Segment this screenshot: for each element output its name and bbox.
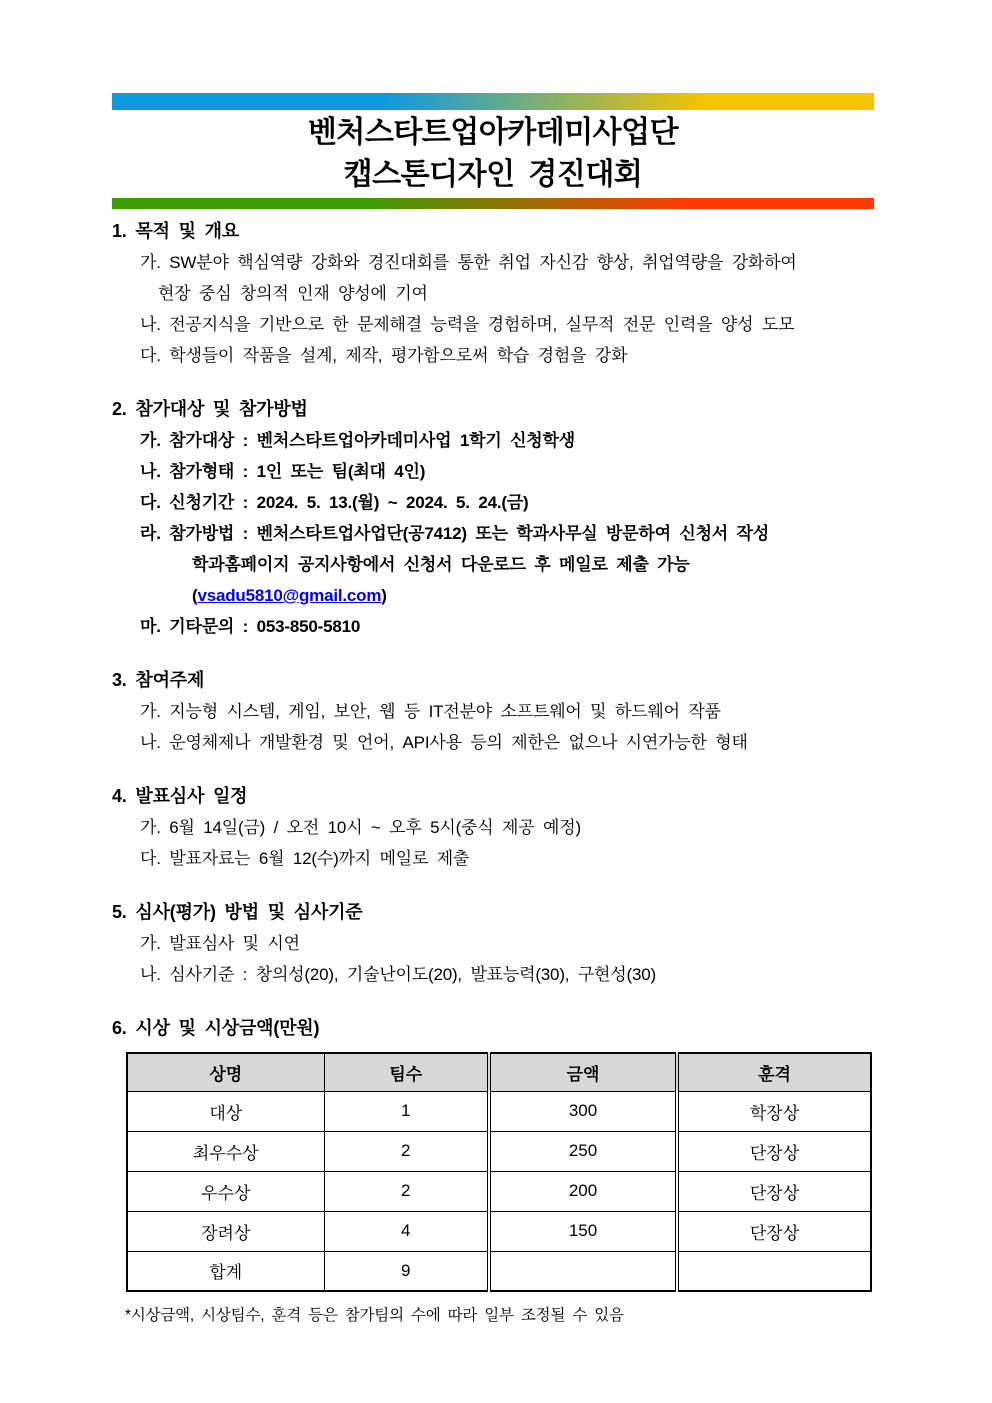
table-cell: 단장상 <box>677 1131 871 1171</box>
table-cell: 장려상 <box>127 1211 324 1251</box>
judging-item-b: 나. 심사기준 : 창의성(20), 기술난이도(20), 발표능력(30), 구현성(30) <box>140 965 656 984</box>
table-row-top-excellence <box>127 1131 871 1171</box>
column-header-award-name: 상명 <box>127 1053 324 1091</box>
table-cell <box>489 1251 677 1291</box>
section-participation <box>112 394 874 642</box>
table-cell: 학장상 <box>677 1091 871 1131</box>
table-cell: 150 <box>489 1211 677 1251</box>
section-schedule <box>112 781 874 874</box>
section-awards-heading: 6. 시상 및 시상금액(만원) <box>112 1018 320 1038</box>
table-cell: 4 <box>324 1211 489 1251</box>
section-judging-heading: 5. 심사(평가) 방법 및 심사기준 <box>112 902 363 922</box>
participation-item-b: 나. 참가형태 : 1인 또는 팀(최대 4인) <box>140 462 426 481</box>
table-cell: 우수상 <box>127 1171 324 1211</box>
table-cell: 단장상 <box>677 1211 871 1251</box>
table-cell <box>677 1251 871 1291</box>
topics-item-a: 가. 지능형 시스템, 게임, 보안, 웹 등 IT전분야 소프트웨어 및 하드웨어 작품 <box>140 702 721 721</box>
email-line-suffix: ) <box>381 586 387 605</box>
table-cell: 200 <box>489 1171 677 1211</box>
table-cell: 1 <box>324 1091 489 1131</box>
table-cell: 최우수상 <box>127 1131 324 1171</box>
section-purpose <box>112 216 874 371</box>
table-cell: 2 <box>324 1131 489 1171</box>
column-header-amount: 금액 <box>489 1053 677 1091</box>
table-cell: 2 <box>324 1171 489 1211</box>
section-topics <box>112 665 874 758</box>
purpose-item-a-cont: 현장 중심 창의적 인재 양성에 기여 <box>158 284 428 303</box>
participation-item-d: 라. 참가방법 : 벤처스타트업사업단(공7412) 또는 학과사무실 방문하여 신청서 작성 <box>140 524 769 543</box>
table-row-total <box>127 1251 871 1291</box>
bottom-gradient-bar <box>112 198 874 209</box>
table-row-grand-prize <box>127 1091 871 1131</box>
section-judging <box>112 897 874 990</box>
awards-table <box>126 1052 872 1292</box>
document-title-block <box>112 110 874 198</box>
participation-item-a: 가. 참가대상 : 벤처스타트업아카데미사업 1학기 신청학생 <box>140 431 575 450</box>
table-cell: 250 <box>489 1131 677 1171</box>
purpose-item-a: 가. SW분야 핵심역량 강화와 경진대회를 통한 취업 자신감 향상, 취업역량을 강화하여 <box>140 253 797 272</box>
participation-item-c: 다. 신청기간 : 2024. 5. 13.(월) ~ 2024. 5. 24.(금) <box>140 493 529 512</box>
table-cell: 9 <box>324 1251 489 1291</box>
email-line-prefix: 학과홈페이지 공지사항에서 신청서 다운로드 후 메일로 제출 가능( <box>192 555 690 605</box>
schedule-item-c: 다. 발표자료는 6월 12(수)까지 메일로 제출 <box>140 849 470 868</box>
purpose-item-b: 나. 전공지식을 기반으로 한 문제해결 능력을 경험하며, 실무적 전문 인력을 양성 도모 <box>140 315 795 334</box>
section-purpose-heading: 1. 목적 및 개요 <box>112 221 239 241</box>
purpose-item-c: 다. 학생들이 작품을 설계, 제작, 평가함으로써 학습 경험을 강화 <box>140 346 628 365</box>
table-cell: 합계 <box>127 1251 324 1291</box>
participation-item-e: 마. 기타문의 : 053-850-5810 <box>140 617 361 636</box>
title-line-2: 캡스톤디자인 경진대회 <box>343 158 643 191</box>
table-row-encouragement <box>127 1211 871 1251</box>
section-schedule-heading: 4. 발표심사 일정 <box>112 786 248 806</box>
table-cell: 단장상 <box>677 1171 871 1211</box>
participation-item-d-cont <box>112 549 874 611</box>
section-participation-heading: 2. 참가대상 및 참가방법 <box>112 399 308 419</box>
section-topics-heading: 3. 참여주제 <box>112 670 205 690</box>
title-line-1: 벤처스타트업아카데미사업단 <box>307 116 679 149</box>
section-awards <box>112 1013 874 1327</box>
top-gradient-bar <box>112 93 874 110</box>
awards-table-header-row <box>127 1053 871 1091</box>
column-header-honor-class: 훈격 <box>677 1053 871 1091</box>
topics-item-b: 나. 운영체제나 개발환경 및 언어, API사용 등의 제한은 없으나 시연가능한 형태 <box>140 733 748 752</box>
table-row-excellence <box>127 1171 871 1211</box>
table-cell: 대상 <box>127 1091 324 1131</box>
column-header-team-count: 팀수 <box>324 1053 489 1091</box>
table-cell: 300 <box>489 1091 677 1131</box>
awards-footnote: *시상금액, 시상팀수, 훈격 등은 참가팀의 수에 따라 일부 조정될 수 있음 <box>125 1307 624 1324</box>
schedule-item-a: 가. 6월 14일(금) / 오전 10시 ~ 오후 5시(중식 제공 예정) <box>140 818 581 837</box>
contact-email-link[interactable]: vsadu5810@gmail.com <box>197 586 382 605</box>
judging-item-a: 가. 발표심사 및 시연 <box>140 934 300 953</box>
document-content <box>112 93 874 1327</box>
